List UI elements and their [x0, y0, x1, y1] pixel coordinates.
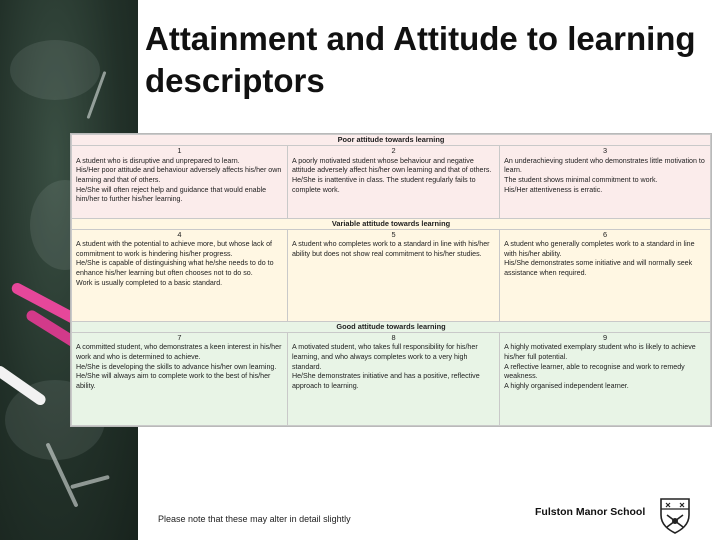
level-number: 1: [72, 146, 288, 156]
section-header: Good attitude towards learning: [72, 321, 711, 332]
descriptor-cell: A committed student, who demonstrates a keen interest in his/her work and who is determined to achieve. He/She is developing the skills to advance his/her own learning. He/She will always aim to complete work to the best of his/her ability.: [72, 342, 288, 425]
page-title: Attainment and Attitude to learning descriptors: [145, 20, 696, 99]
descriptor-cell: An underachieving student who demonstrates little motivation to learn. The student shows minimal commitment to work. His/Her attentiveness is erratic.: [500, 156, 711, 218]
section-variable: [72, 218, 711, 321]
descriptor-cell: A student who is disruptive and unprepared to learn. His/Her poor attitude and behaviour adversely affects his/her own learning and that of others. He/She will often reject help and guidance that would enable him/her to further his/her learning.: [72, 156, 288, 218]
section-header: Variable attitude towards learning: [72, 218, 711, 229]
descriptor-cell: A student who generally completes work to a standard in line with his/her ability. His/She demonstrates some initiative and will normally seek assistance when required.: [500, 239, 711, 321]
descriptor-cell: A student with the potential to achieve more, but whose lack of commitment to work is hindering his/her progress. He/She is capable of distinguishing what he/she needs to do to enhance his/her learning but often chooses not to do so. Work is usually completed to a basic standard.: [72, 239, 288, 321]
level-number: 9: [500, 333, 711, 343]
descriptor-cell: A motivated student, who takes full responsibility for his/her learning, and who always completes work to a very high standard. He/She demonstrates initiative and has a positive, reflective approach to learning.: [287, 342, 499, 425]
level-number: 5: [287, 229, 499, 239]
school-crest-icon: [655, 495, 695, 535]
level-number: 3: [500, 146, 711, 156]
level-number: 8: [287, 333, 499, 343]
descriptor-table: [70, 133, 712, 427]
level-number: 7: [72, 333, 288, 343]
descriptor-cell: A student who completes work to a standard in line with his/her ability but does not show real commitment to his/her studies.: [287, 239, 499, 321]
chalk-mark: [70, 475, 110, 489]
level-number: 2: [287, 146, 499, 156]
level-number: 6: [500, 229, 711, 239]
section-good: [72, 321, 711, 425]
descriptor-cell: A poorly motivated student whose behaviour and negative attitude adversely affect his/her own learning and that of others. He/She is inattentive in class. The student regularly fails to complete work.: [287, 156, 499, 218]
descriptor-cell: A highly motivated exemplary student who is likely to achieve his/her full potential. A reflective learner, able to recognise and work to remedy weakness. A highly organised independent learner.: [500, 342, 711, 425]
school-name: Fulston Manor School: [535, 506, 646, 518]
level-number: 4: [72, 229, 288, 239]
section-header: Poor attitude towards learning: [72, 135, 711, 146]
section-poor: [72, 135, 711, 219]
footer-note: Please note that these may alter in detail slightly: [158, 514, 351, 524]
chalk-smudge: [10, 40, 100, 100]
